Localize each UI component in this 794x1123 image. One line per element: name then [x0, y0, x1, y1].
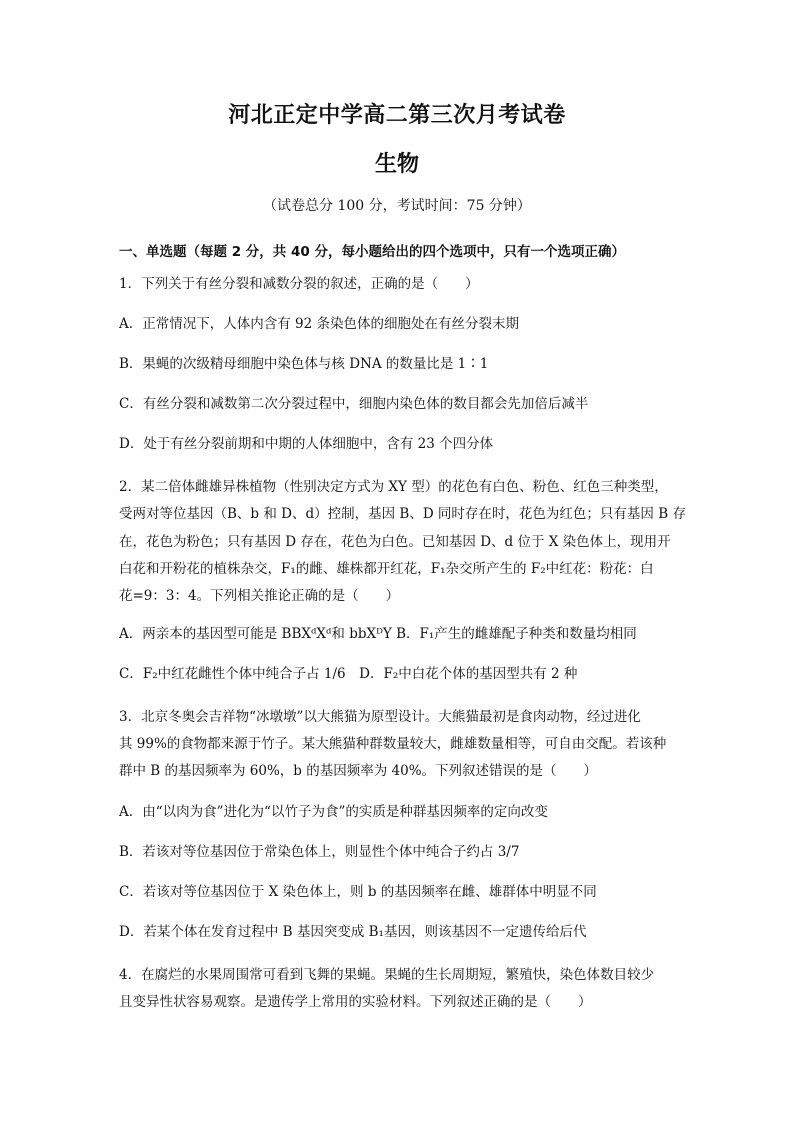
exam-subject: 生物: [374, 152, 419, 177]
text-line: C．有丝分裂和减数第二次分裂过程中，细胞内染色体的数目都会先加倍后减半: [119, 396, 589, 412]
text-line: 1．下列关于有丝分裂和减数分裂的叙述，正确的是（ ）: [119, 276, 479, 292]
text-line: 2．某二倍体雌雄异株植物（性别决定方式为 XY 型）的花色有白色、粉色、红色三种类型，: [119, 479, 668, 495]
exam-title: 河北正定中学高二第三次月考试卷: [228, 103, 566, 128]
text-line: D．若某个体在发育过程中 B 基因突变成 B₁基因，则该基因不一定遗传给后代: [119, 924, 587, 940]
text-line: 在，花色为粉色；只有基因 D 存在，花色为白色。已知基因 D、d 位于 X 染色体上，现用开: [119, 534, 671, 550]
text-line: 3．北京冬奥会吉祥物“冰墩墩”以大熊猫为原型设计。大熊猫最初是食肉动物，经过进化: [119, 709, 641, 725]
text-line: 且变异性状容易观察。是遗传学上常用的实验材料。下列叙述正确的是（ ）: [119, 994, 592, 1010]
text-line: C．若该对等位基因位于 X 染色体上，则 b 的基因频率在雌、雄群体中明显不同: [119, 884, 597, 900]
text-line: 白花和开粉花的植株杂交，F₁的雌、雄株都开红花，F₁杂交所产生的 F₂中红花：粉花：白: [119, 561, 654, 577]
text-line: 4．在腐烂的水果周围常可看到飞舞的果蝇。果蝇的生长周期短，繁殖快，染色体数目较少: [119, 967, 655, 983]
text-line: B．若该对等位基因位于常染色体上，则显性个体中纯合子约占 3/7: [119, 844, 520, 860]
text-line: A．正常情况下，人体内含有 92 条染色体的细胞处在有丝分裂末期: [119, 316, 520, 332]
exam-note: （试卷总分 100 分，考试时间：75 分钟）: [263, 198, 531, 214]
text-line: 其 99%的食物都来源于竹子。某大熊猫种群数量较大，雌雄数量相等，可自由交配。若该种: [119, 736, 667, 752]
text-line: 受两对等位基因（B、b 和 D、d）控制，基因 B、D 同时存在时，花色为红色；只有基因 B 存: [119, 506, 686, 522]
text-line: 群中 B 的基因频率为 60%，b 的基因频率为 40%。下列叙述错误的是（ ）: [119, 763, 598, 779]
text-line: C．F₂中红花雌性个体中纯合子占 1/6 D．F₂中白花个体的基因型共有 2 种: [119, 666, 578, 682]
text-line: D．处于有丝分裂前期和中期的人体细胞中，含有 23 个四分体: [119, 436, 494, 452]
text-line: A．两亲本的基因型可能是 BBXᵈXᵈ和 bbXᴰY B．F₁产生的雌雄配子种类和数量均相同: [119, 626, 637, 642]
text-line: 花=9：3：4。下列相关推论正确的是（ ）: [119, 588, 400, 604]
text-line: A．由“以肉为食”进化为“以竹子为食”的实质是种群基因频率的定向改变: [119, 804, 548, 820]
text-line: B．果蝇的次级精母细胞中染色体与核 DNA 的数量比是 1∶1: [119, 356, 489, 372]
section-heading: 一、单选题（每题 2 分，共 40 分，每小题给出的四个选项中，只有一个选项正确）: [119, 244, 625, 260]
